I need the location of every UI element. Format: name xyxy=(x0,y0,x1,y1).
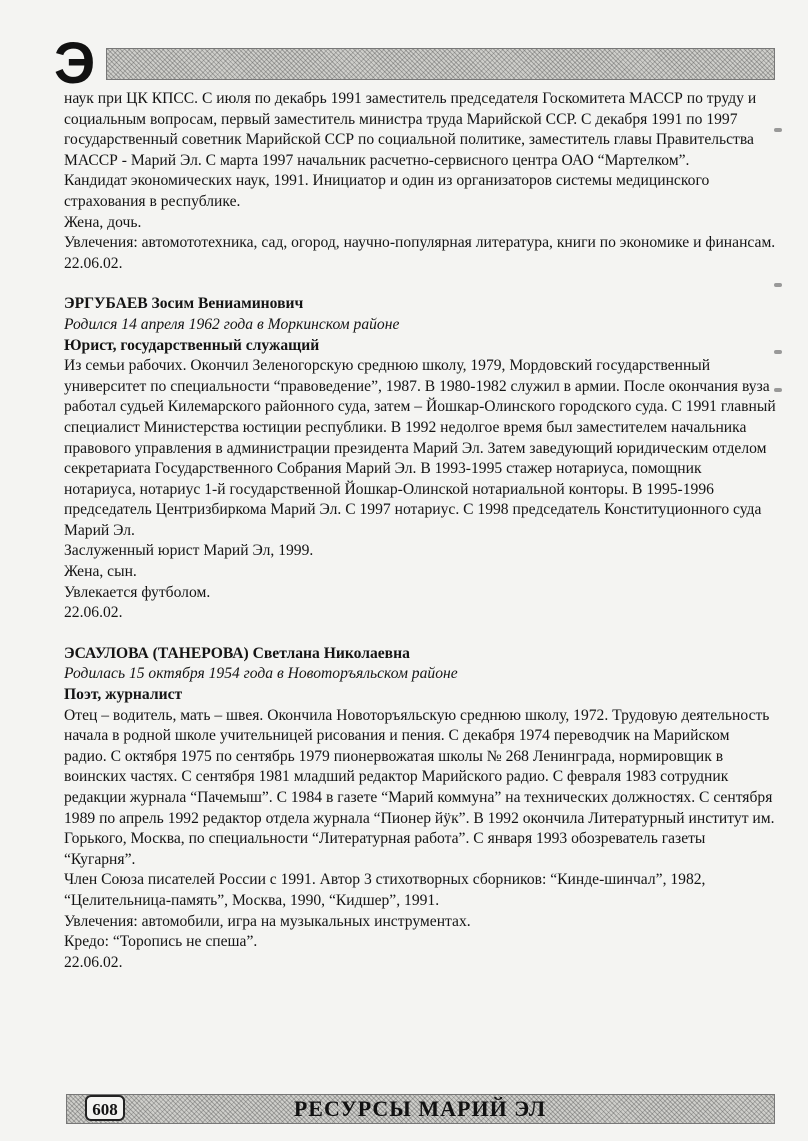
bio-paragraph: Заслуженный юрист Марий Эл, 1999. xyxy=(64,542,314,560)
person-name: ЭРГУБАЕВ Зосим Вениаминович xyxy=(64,295,304,313)
profession: Юрист, государственный служащий xyxy=(64,336,320,354)
profession: Поэт, журналист xyxy=(64,686,183,704)
birth-info: Родилась 15 октября 1954 года в Новоторъяльском районе xyxy=(64,665,458,683)
bio-paragraph: Увлечения: автомобили, игра на музыкальных инструментах. xyxy=(64,912,471,930)
person-name: ЭСАУЛОВА (ТАНЕРОВА) Светлана Николаевна xyxy=(64,644,410,662)
bio-paragraph: наук при ЦК КПСС. С июля по декабрь 1991 заместитель председателя Госкомитета МАССР по труду и социальным вопросам, первый заместитель министра труда Марийской ССР. С декабря 1991 по 1997 государственный советник Марийской ССР по социальной политике, заместитель главы Правительства МАССР - Марий Эл. С марта 1997 начальник расчетно-сервисного центра ОАО “Мартелком”. xyxy=(64,90,757,169)
footer-title: РЕСУРСЫ МАРИЙ ЭЛ xyxy=(293,1096,547,1121)
section-letter: Э xyxy=(54,31,96,96)
bio-paragraph: Отец – водитель, мать – швея. Окончила Новоторъяльскую среднюю школу, 1972. Трудовую деятельность начала в родной школе учительницей рисования и пения. С декабря 1974 переводчик на Марийском радио. С октября 1975 по сентябрь 1979 пионервожатая школы № 268 Ленинграда, нормировщик в воинских частях. С сентября 1981 младший редактор Марийского радио. С февраля 1983 сотрудник редакции журнала “Пачемыш”. С 1984 в газете “Марий коммуна” на технических должностях. С сентября 1989 по апрель 1992 редактор отдела журнала “Пионер йӱк”. В 1992 окончила Литературный институт им. Горького, Москва, по специальности “Литературная работа”. С января 1993 обозреватель газеты “Кугарня”. xyxy=(64,706,775,868)
biography-entry xyxy=(64,644,776,974)
entry-date: 22.06.02. xyxy=(64,254,123,272)
scan-speck xyxy=(774,350,782,354)
continuation-entry xyxy=(64,89,776,274)
bio-paragraph: Жена, сын. xyxy=(64,563,137,581)
entry-date: 22.06.02. xyxy=(64,604,123,622)
scan-speck xyxy=(774,128,782,132)
bio-paragraph: Из семьи рабочих. Окончил Зеленогорскую среднюю школу, 1979, Мордовский государственный университет по специальности “правоведение”, 1987. В 1980-1982 служил в армии. После окончания вуза работал судьей Килемарского районного суда, затем – Йошкар-Олинского городского суда. С 1991 главный специалист Министерства юстиции республики. В 1992 недолгое время был заместителем начальника правового управления в администрации президента Марий Эл. Затем заведующий юридическим отделом секретариата Государственного Собрания Марий Эл. В 1993-1995 стажер нотариуса, помощник нотариуса, нотариус 1-й государственной Йошкар-Олинской нотариальной конторы. В 1995-1996 председатель Центризбиркома Марий Эл. С 1997 нотариус. С 1998 председатель Конституционного суда Марий Эл. xyxy=(64,357,776,539)
bio-paragraph: Увлечения: автомототехника, сад, огород, научно-популярная литература, книги по экономике и финансам. xyxy=(64,234,776,252)
scan-speck xyxy=(774,388,782,392)
biography-entry xyxy=(64,294,776,624)
bio-paragraph: Член Союза писателей России с 1991. Автор 3 стихотворных сборников: “Кинде-шинчал”, 1982, “Целительница-память”, Москва, 1990, “Кидшер”, 1991. xyxy=(64,871,706,909)
page-number: 608 xyxy=(85,1095,125,1121)
bio-paragraph: Увлекается футболом. xyxy=(64,583,211,601)
scan-speck xyxy=(774,283,782,287)
entry-date: 22.06.02. xyxy=(64,953,123,971)
bio-paragraph: Кредо: “Торопись не спеша”. xyxy=(64,933,258,951)
bio-paragraph: Жена, дочь. xyxy=(64,213,142,231)
page-content xyxy=(64,89,776,973)
header-band xyxy=(106,48,775,80)
bio-paragraph: Кандидат экономических наук, 1991. Инициатор и один из организаторов системы медицинского страхования в республике. xyxy=(64,172,710,210)
birth-info: Родился 14 апреля 1962 года в Моркинском районе xyxy=(64,315,400,333)
